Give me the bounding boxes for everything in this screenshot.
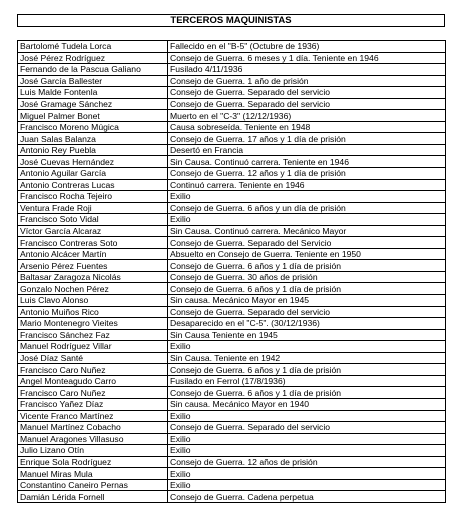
table-row <box>18 144 446 156</box>
person-name-cell: Víctor García Alcaraz <box>18 225 168 237</box>
table-row <box>18 225 446 237</box>
table-row <box>18 110 446 122</box>
table-row <box>18 75 446 87</box>
roster-table <box>17 40 446 503</box>
person-name-cell: Angel Monteagudo Carro <box>18 375 168 387</box>
fate-cell: Consejo de Guerra. Separado del servicio <box>168 87 446 99</box>
person-name-cell: José Díaz Santé <box>18 352 168 364</box>
table-row <box>18 133 446 145</box>
table-row <box>18 422 446 434</box>
person-name-cell: Mario Montenegro Vieites <box>18 318 168 330</box>
table-row <box>18 491 446 503</box>
person-name-cell: Luis Clavo Alonso <box>18 295 168 307</box>
table-row <box>18 398 446 410</box>
table-row <box>18 318 446 330</box>
person-name-cell: Francisco Caro Nuñez <box>18 364 168 376</box>
table-row <box>18 156 446 168</box>
table-row <box>18 295 446 307</box>
table-row <box>18 121 446 133</box>
table-row <box>18 352 446 364</box>
person-name-cell: Arsenio Pérez Fuentes <box>18 260 168 272</box>
person-name-cell: José Cuevas Hernández <box>18 156 168 168</box>
person-name-cell: Enrique Sola Rodríguez <box>18 456 168 468</box>
person-name-cell: Francisco Caro Nuñez <box>18 387 168 399</box>
fate-cell: Consejo de Guerra. 6 meses y 1 día. Teniente en 1946 <box>168 52 446 64</box>
person-name-cell: José Gramage Sánchez <box>18 98 168 110</box>
table-row <box>18 445 446 457</box>
fate-cell: Exilio <box>168 214 446 226</box>
table-row <box>18 98 446 110</box>
fate-cell: Absuelto en Consejo de Guerra. Teniente en 1950 <box>168 248 446 260</box>
person-name-cell: Antonio Muiños Rico <box>18 306 168 318</box>
fate-cell: Sin Causa. Continuó carrera. Teniente en 1946 <box>168 156 446 168</box>
table-row <box>18 456 446 468</box>
person-name-cell: Manuel Aragones Villasuso <box>18 433 168 445</box>
fate-cell: Consejo de Guerra. 17 años y 1 día de prisión <box>168 133 446 145</box>
person-name-cell: Damián Lérida Fornell <box>18 491 168 503</box>
person-name-cell: Baltasar Zaragoza Nicolás <box>18 271 168 283</box>
person-name-cell: Ventura Frade Roji <box>18 202 168 214</box>
person-name-cell: Francisco Yañez Díaz <box>18 398 168 410</box>
fate-cell: Fusilado en Ferrol (17/8/1936) <box>168 375 446 387</box>
document-title: TERCEROS MAQUINISTAS <box>17 14 445 27</box>
fate-cell: Fusilado 4/11/1936 <box>168 64 446 76</box>
fate-cell: Consejo de Guerra. 6 años y 1 día de prisión <box>168 260 446 272</box>
person-name-cell: José García Ballester <box>18 75 168 87</box>
table-row <box>18 329 446 341</box>
table-row <box>18 52 446 64</box>
person-name-cell: Antonio Rey Puebla <box>18 144 168 156</box>
fate-cell: Consejo de Guerra. Separado del Servicio <box>168 237 446 249</box>
table-row <box>18 202 446 214</box>
table-row <box>18 468 446 480</box>
table-row <box>18 364 446 376</box>
fate-cell: Consejo de Guerra. 6 años y 1 día de prisión <box>168 364 446 376</box>
table-row <box>18 260 446 272</box>
fate-cell: Consejo de Guerra. 1 año de prisión <box>168 75 446 87</box>
fate-cell: Muerto en el "C-3" (12/12/1936) <box>168 110 446 122</box>
person-name-cell: Antonio Aguilar García <box>18 168 168 180</box>
person-name-cell: Luis Malde Fontenla <box>18 87 168 99</box>
person-name-cell: Francisco Rocha Tejeiro <box>18 191 168 203</box>
fate-cell: Continuó carrera. Teniente en 1946 <box>168 179 446 191</box>
fate-cell: Desertó en Francia <box>168 144 446 156</box>
person-name-cell: Juan Salas Balanza <box>18 133 168 145</box>
fate-cell: Exilio <box>168 445 446 457</box>
fate-cell: Sin Causa. Continuó carrera. Mecánico Mayor <box>168 225 446 237</box>
person-name-cell: Constantino Caneiro Pernas <box>18 479 168 491</box>
table-row <box>18 387 446 399</box>
fate-cell: Consejo de Guerra. Separado del servicio <box>168 306 446 318</box>
fate-cell: Exilio <box>168 191 446 203</box>
person-name-cell: Fernando de la Pascua Galiano <box>18 64 168 76</box>
fate-cell: Exilio <box>168 468 446 480</box>
fate-cell: Consejo de Guerra. Cadena perpetua <box>168 491 446 503</box>
table-row <box>18 168 446 180</box>
fate-cell: Consejo de Guerra. Separado del servicio <box>168 98 446 110</box>
person-name-cell: Julio Lizano Otín <box>18 445 168 457</box>
table-row <box>18 410 446 422</box>
person-name-cell: Antonio Alcácer Martín <box>18 248 168 260</box>
fate-cell: Fallecido en el "B-5" (Octubre de 1936) <box>168 41 446 53</box>
fate-cell: Exilio <box>168 410 446 422</box>
fate-cell: Causa sobreseída. Teniente en 1948 <box>168 121 446 133</box>
fate-cell: Sin causa. Mecánico Mayor en 1945 <box>168 295 446 307</box>
table-row <box>18 375 446 387</box>
table-row <box>18 341 446 353</box>
fate-cell: Exilio <box>168 433 446 445</box>
fate-cell: Consejo de Guerra. 6 años y 1 día de prisión <box>168 283 446 295</box>
table-row <box>18 41 446 53</box>
table-row <box>18 306 446 318</box>
table-row <box>18 479 446 491</box>
person-name-cell: José Pérez Rodríguez <box>18 52 168 64</box>
person-name-cell: Francisco Contreras Soto <box>18 237 168 249</box>
table-row <box>18 191 446 203</box>
person-name-cell: Antonio Contreras Lucas <box>18 179 168 191</box>
table-row <box>18 214 446 226</box>
fate-cell: Consejo de Guerra. 6 años y 1 día de prisión <box>168 387 446 399</box>
fate-cell: Consejo de Guerra. 12 años y 1 día de prisión <box>168 168 446 180</box>
person-name-cell: Manuel Martínez Cobacho <box>18 422 168 434</box>
person-name-cell: Gonzalo Nochen Pérez <box>18 283 168 295</box>
person-name-cell: Bartolomé Tudela Lorca <box>18 41 168 53</box>
table-row <box>18 271 446 283</box>
person-name-cell: Vicente Franco Martínez <box>18 410 168 422</box>
fate-cell: Consejo de Guerra. 12 años de prisión <box>168 456 446 468</box>
fate-cell: Desaparecido en el "C-5". (30/12/1936) <box>168 318 446 330</box>
fate-cell: Sin Causa. Teniente en 1942 <box>168 352 446 364</box>
fate-cell: Sin Causa Teniente en 1945 <box>168 329 446 341</box>
table-row <box>18 237 446 249</box>
fate-cell: Exilio <box>168 341 446 353</box>
table-row <box>18 433 446 445</box>
person-name-cell: Manuel Miras Mula <box>18 468 168 480</box>
table-row <box>18 283 446 295</box>
fate-cell: Consejo de Guerra. 30 años de prisión <box>168 271 446 283</box>
person-name-cell: Francisco Moreno Múgica <box>18 121 168 133</box>
roster-body <box>18 41 446 503</box>
fate-cell: Exilio <box>168 479 446 491</box>
fate-cell: Consejo de Guerra. Separado del servicio <box>168 422 446 434</box>
person-name-cell: Miguel Palmer Bonet <box>18 110 168 122</box>
person-name-cell: Francisco Sánchez Faz <box>18 329 168 341</box>
table-row <box>18 179 446 191</box>
table-row <box>18 248 446 260</box>
person-name-cell: Manuel Rodríguez Villar <box>18 341 168 353</box>
fate-cell: Sin causa. Mecánico Mayor en 1940 <box>168 398 446 410</box>
fate-cell: Consejo de Guerra. 6 años y un día de prisión <box>168 202 446 214</box>
person-name-cell: Francisco Soto Vidal <box>18 214 168 226</box>
table-row <box>18 87 446 99</box>
table-row <box>18 64 446 76</box>
